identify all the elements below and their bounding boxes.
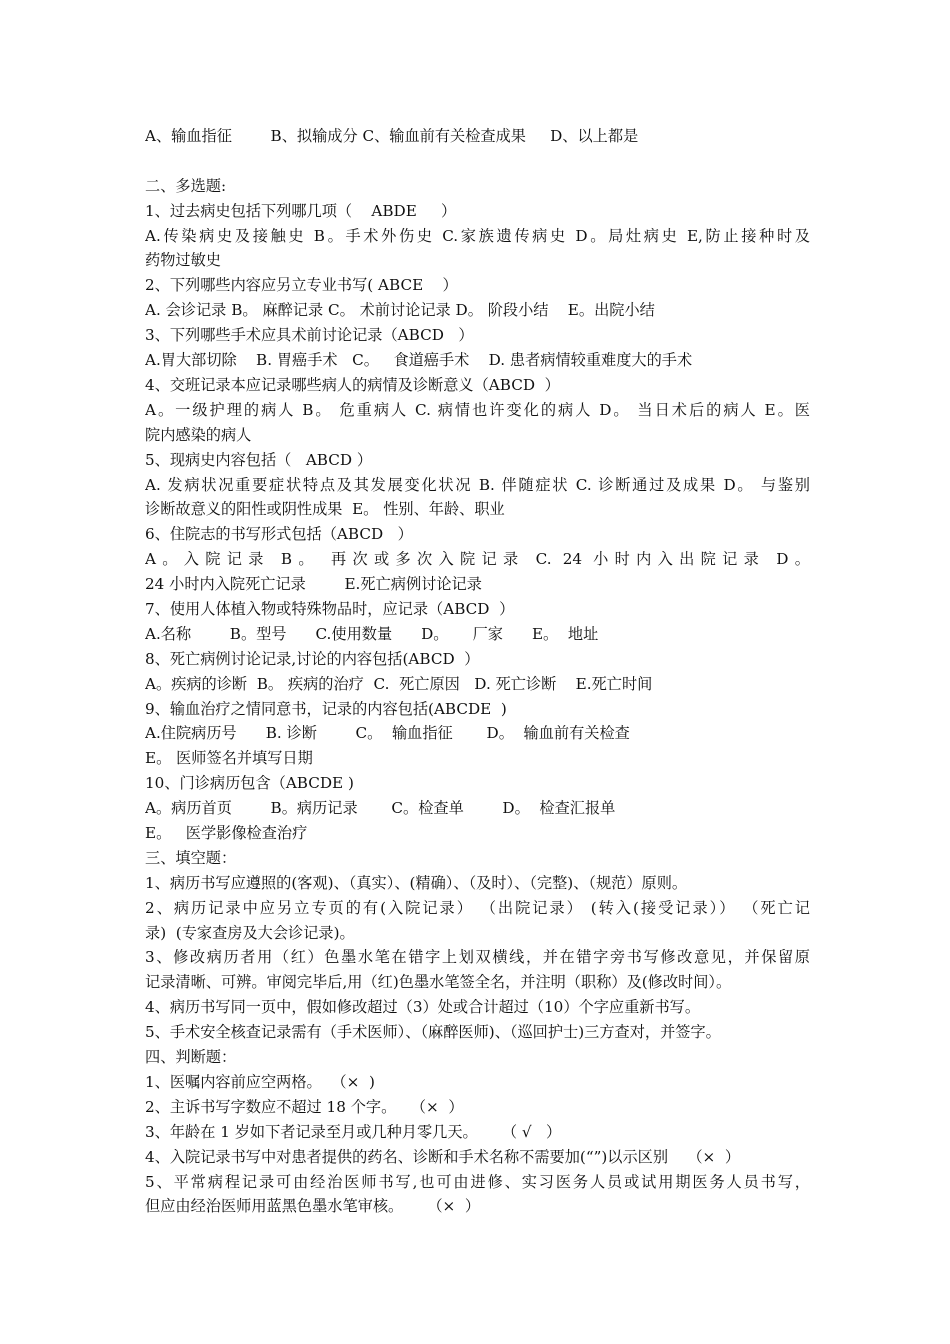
- text-line: 9、输血治疗之情同意书，记录的内容包括(ABCDE ): [145, 699, 507, 718]
- text-line: 但应由经治医师用蓝黑色墨水笔审核。 （× ）: [145, 1197, 481, 1216]
- text-line: 诊断故意义的阳性或阴性成果 E。 性别、年龄、职业: [145, 500, 505, 519]
- text-line: 8、死亡病例讨论记录,讨论的内容包括(ABCD ）: [145, 649, 480, 668]
- text-line: 2、病历记录中应另立专页的有(入院记录） （出院记录） (转入(接受记录）） （死亡记: [145, 898, 810, 917]
- text-line: A. 发病状况重要症状特点及其发展变化状况 B. 伴随症状 C. 诊断通过及成果 D。 与鉴别: [145, 475, 810, 494]
- text-line: 5、现病史内容包括（ ABCD ）: [145, 450, 373, 469]
- text-line: 2、下列哪些内容应另立专业书写( ABCE ）: [145, 276, 458, 295]
- text-line: 4、交班记录本应记录哪些病人的病情及诊断意义（ABCD ）: [145, 375, 560, 394]
- text-line: A.胃大部切除 B. 胃癌手术 C。 食道癌手术 D. 患者病情较重难度大的手术: [145, 351, 693, 370]
- text-line: 6、住院志的书写形式包括（ABCD ）: [145, 525, 413, 544]
- text-line: 1、过去病史包括下列哪几项（ ABDE ）: [145, 201, 457, 220]
- text-line: 3、年龄在 1 岁如下者记录至月或几种月零几天。 （ √ ）: [145, 1122, 562, 1141]
- text-line: A.名称 B。型号 C.使用数量 D。 厂家 E。 地址: [145, 624, 599, 643]
- text-line: A.住院病历号 B. 诊断 C。 输血指征 D。 输血前有关检查: [145, 724, 630, 743]
- text-line: 10、门诊病历包含（ABCDE ): [145, 774, 354, 793]
- text-line: 24 小时内入院死亡记录 E.死亡病例讨论记录: [145, 575, 482, 594]
- text-line: 5、手术安全核查记录需有（手术医师）、（麻醉医师)、（巡回护士)三方查对，并签字。: [145, 1023, 721, 1042]
- text-line: 二、多选题:: [145, 176, 227, 195]
- text-line: 3、下列哪些手术应具术前讨论记录（ABCD ）: [145, 326, 474, 345]
- text-line: E。 医师签名并填写日期: [145, 749, 313, 768]
- text-line: 7、使用人体植入物或特殊物品时，应记录（ABCD ）: [145, 599, 515, 618]
- text-line: 录) (专家查房及大会诊记录)。: [145, 923, 355, 942]
- text-line: A. 会诊记录 B。 麻醉记录 C。 术前讨论记录 D。 阶段小结 E。出院小结: [145, 301, 655, 320]
- text-line: E。 医学影像检查治疗: [145, 824, 308, 842]
- text-line: A。病历首页 B。病历记录 C。检查单 D。 检查汇报单: [145, 799, 616, 818]
- text-line: 记录清晰、可辨。审阅完毕后,用（红)色墨水笔签全名，并注明（职称）及(修改时间）。: [145, 973, 732, 992]
- text-line: 1、病历书写应遵照的(客观)、（真实）、(精确）、（及时）、（完整)、（规范）原则。: [145, 873, 688, 892]
- text-line: A、输血指征 B、拟输成分 C、输血前有关检查成果 D、以上都是: [145, 127, 639, 145]
- text-line: 三、填空题：: [145, 848, 237, 867]
- text-line: A。一级护理的病人 B。 危重病人 C. 病情也许变化的病人 D。 当日术后的病人 E。医: [145, 400, 810, 419]
- text-line: 药物过敏史: [145, 251, 221, 270]
- text-line: 5、平常病程记录可由经治医师书写,也可由进修、实习医务人员或试用期医务人员书写，: [145, 1172, 810, 1191]
- text-line: 2、主诉书写字数应不超过 18 个字。 （× ）: [145, 1097, 464, 1116]
- blank-line: [145, 149, 810, 174]
- text-line: 3、修改病历者用（红）色墨水笔在错字上划双横线，并在错字旁书写修改意见，并保留原: [145, 948, 810, 967]
- text-line: 4、病历书写同一页中，假如修改超过（3）处或合计超过（10）个字应重新书写。: [145, 998, 701, 1017]
- text-line: 4、入院记录书写中对患者提供的药名、诊断和手术名称不需要加(“”)以示区别 （× ）: [145, 1147, 741, 1166]
- text-line: A。入院记录 B。 再次或多次入院记录 C. 24 小时内入出院记录 D。: [145, 550, 810, 569]
- text-line: A。疾病的诊断 B。 疾病的治疗 C. 死亡原因 D. 死亡诊断 E.死亡时间: [145, 674, 653, 693]
- text-line: 四、判断题：: [145, 1048, 237, 1067]
- text-line: 1、医嘱内容前应空两格。 （× ): [145, 1072, 375, 1091]
- document-body: [145, 124, 810, 1219]
- text-line: 院内感染的病人: [145, 425, 252, 444]
- text-line: A.传染病史及接触史 B。手术外伤史 C.家族遗传病史 D。局灶病史 E,防止接种时及: [145, 226, 810, 245]
